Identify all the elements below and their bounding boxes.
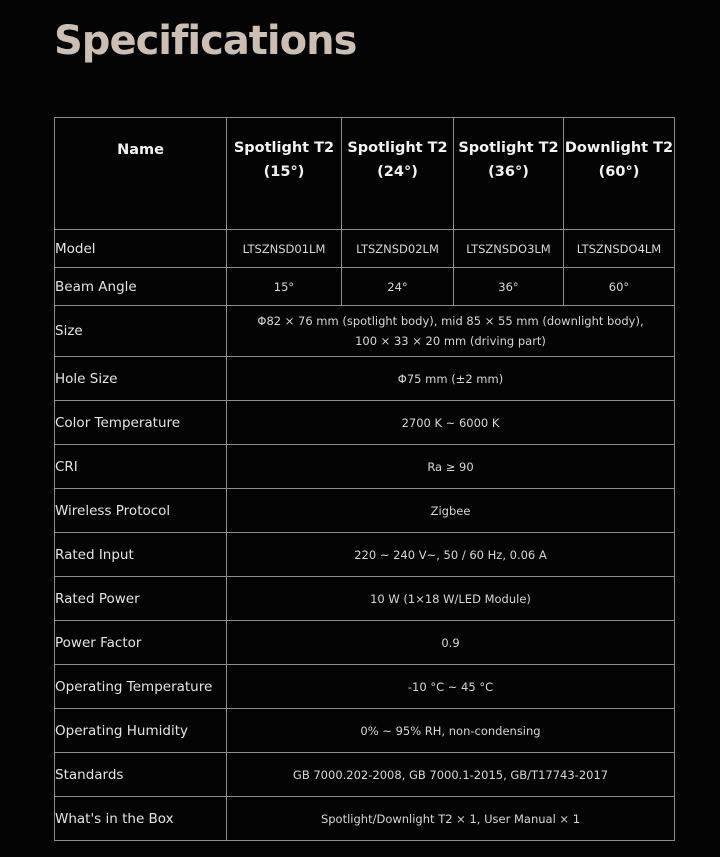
page-title: Specifications: [54, 18, 357, 64]
row-label: Size: [55, 306, 227, 357]
size-line-2: 100 × 33 × 20 mm (driving part): [355, 334, 546, 348]
cell-value: 0% ~ 95% RH, non-condensing: [227, 709, 675, 753]
header-product-angle: (24°): [377, 164, 418, 180]
table-row-standards: [55, 753, 675, 797]
cell-value: Zigbee: [227, 489, 675, 533]
cell-value: 0.9: [227, 621, 675, 665]
row-label: Hole Size: [55, 357, 227, 401]
spec-table: [54, 117, 675, 841]
header-product-name: Spotlight T2: [233, 140, 335, 156]
header-spotlight-15: [227, 118, 342, 230]
cell-value: LTSZNSDO3LM: [454, 230, 564, 268]
cell-value: LTSZNSDO4LM: [564, 230, 675, 268]
cell-value: -10 °C ~ 45 °C: [227, 665, 675, 709]
cell-value: 15°: [227, 268, 342, 306]
table-row-rated-input: [55, 533, 675, 577]
header-product-name: Spotlight T2: [347, 140, 448, 156]
header-product-name: Spotlight T2: [458, 140, 559, 156]
cell-value: 220 ~ 240 V~, 50 / 60 Hz, 0.06 A: [227, 533, 675, 577]
cell-value: 36°: [454, 268, 564, 306]
size-line-1: Φ82 × 76 mm (spotlight body), mid 85 × 55 mm (downlight body),: [257, 314, 644, 328]
table-row-cri: [55, 445, 675, 489]
row-label: Rated Input: [55, 533, 227, 577]
row-label: Power Factor: [55, 621, 227, 665]
table-row-in-the-box: [55, 797, 675, 841]
row-label: Beam Angle: [55, 268, 227, 306]
cell-value: 24°: [342, 268, 454, 306]
table-row-model: [55, 230, 675, 268]
row-label: Operating Temperature: [55, 665, 227, 709]
row-label: CRI: [55, 445, 227, 489]
row-label: Operating Humidity: [55, 709, 227, 753]
table-row-wireless-protocol: [55, 489, 675, 533]
row-label: Standards: [55, 753, 227, 797]
row-label: Color Temperature: [55, 401, 227, 445]
header-product-angle: (15°): [263, 164, 305, 180]
table-row-operating-temperature: [55, 665, 675, 709]
table-row-beam-angle: [55, 268, 675, 306]
cell-value: Ra ≥ 90: [227, 445, 675, 489]
table-row-color-temperature: [55, 401, 675, 445]
cell-value: Φ75 mm (±2 mm): [227, 357, 675, 401]
cell-value: [227, 306, 675, 357]
cell-value: LTSZNSD01LM: [227, 230, 342, 268]
header-spotlight-24: [342, 118, 454, 230]
cell-value: GB 7000.202-2008, GB 7000.1-2015, GB/T17743-2017: [227, 753, 675, 797]
table-header-row: [55, 118, 675, 230]
row-label: What's in the Box: [55, 797, 227, 841]
header-product-name: Downlight T2: [564, 140, 674, 156]
cell-value: 60°: [564, 268, 675, 306]
table-row-hole-size: [55, 357, 675, 401]
header-downlight-60: [564, 118, 675, 230]
table-row-operating-humidity: [55, 709, 675, 753]
row-label: Rated Power: [55, 577, 227, 621]
header-name: Name: [55, 118, 227, 230]
cell-value: 2700 K ~ 6000 K: [227, 401, 675, 445]
header-product-angle: (36°): [488, 164, 529, 180]
table-row-power-factor: [55, 621, 675, 665]
row-label: Wireless Protocol: [55, 489, 227, 533]
cell-value: Spotlight/Downlight T2 × 1, User Manual × 1: [227, 797, 675, 841]
cell-value: LTSZNSD02LM: [342, 230, 454, 268]
table-row-rated-power: [55, 577, 675, 621]
header-product-angle: (60°): [598, 164, 640, 180]
header-spotlight-36: [454, 118, 564, 230]
cell-value: 10 W (1×18 W/LED Module): [227, 577, 675, 621]
row-label: Model: [55, 230, 227, 268]
table-row-size: [55, 306, 675, 357]
